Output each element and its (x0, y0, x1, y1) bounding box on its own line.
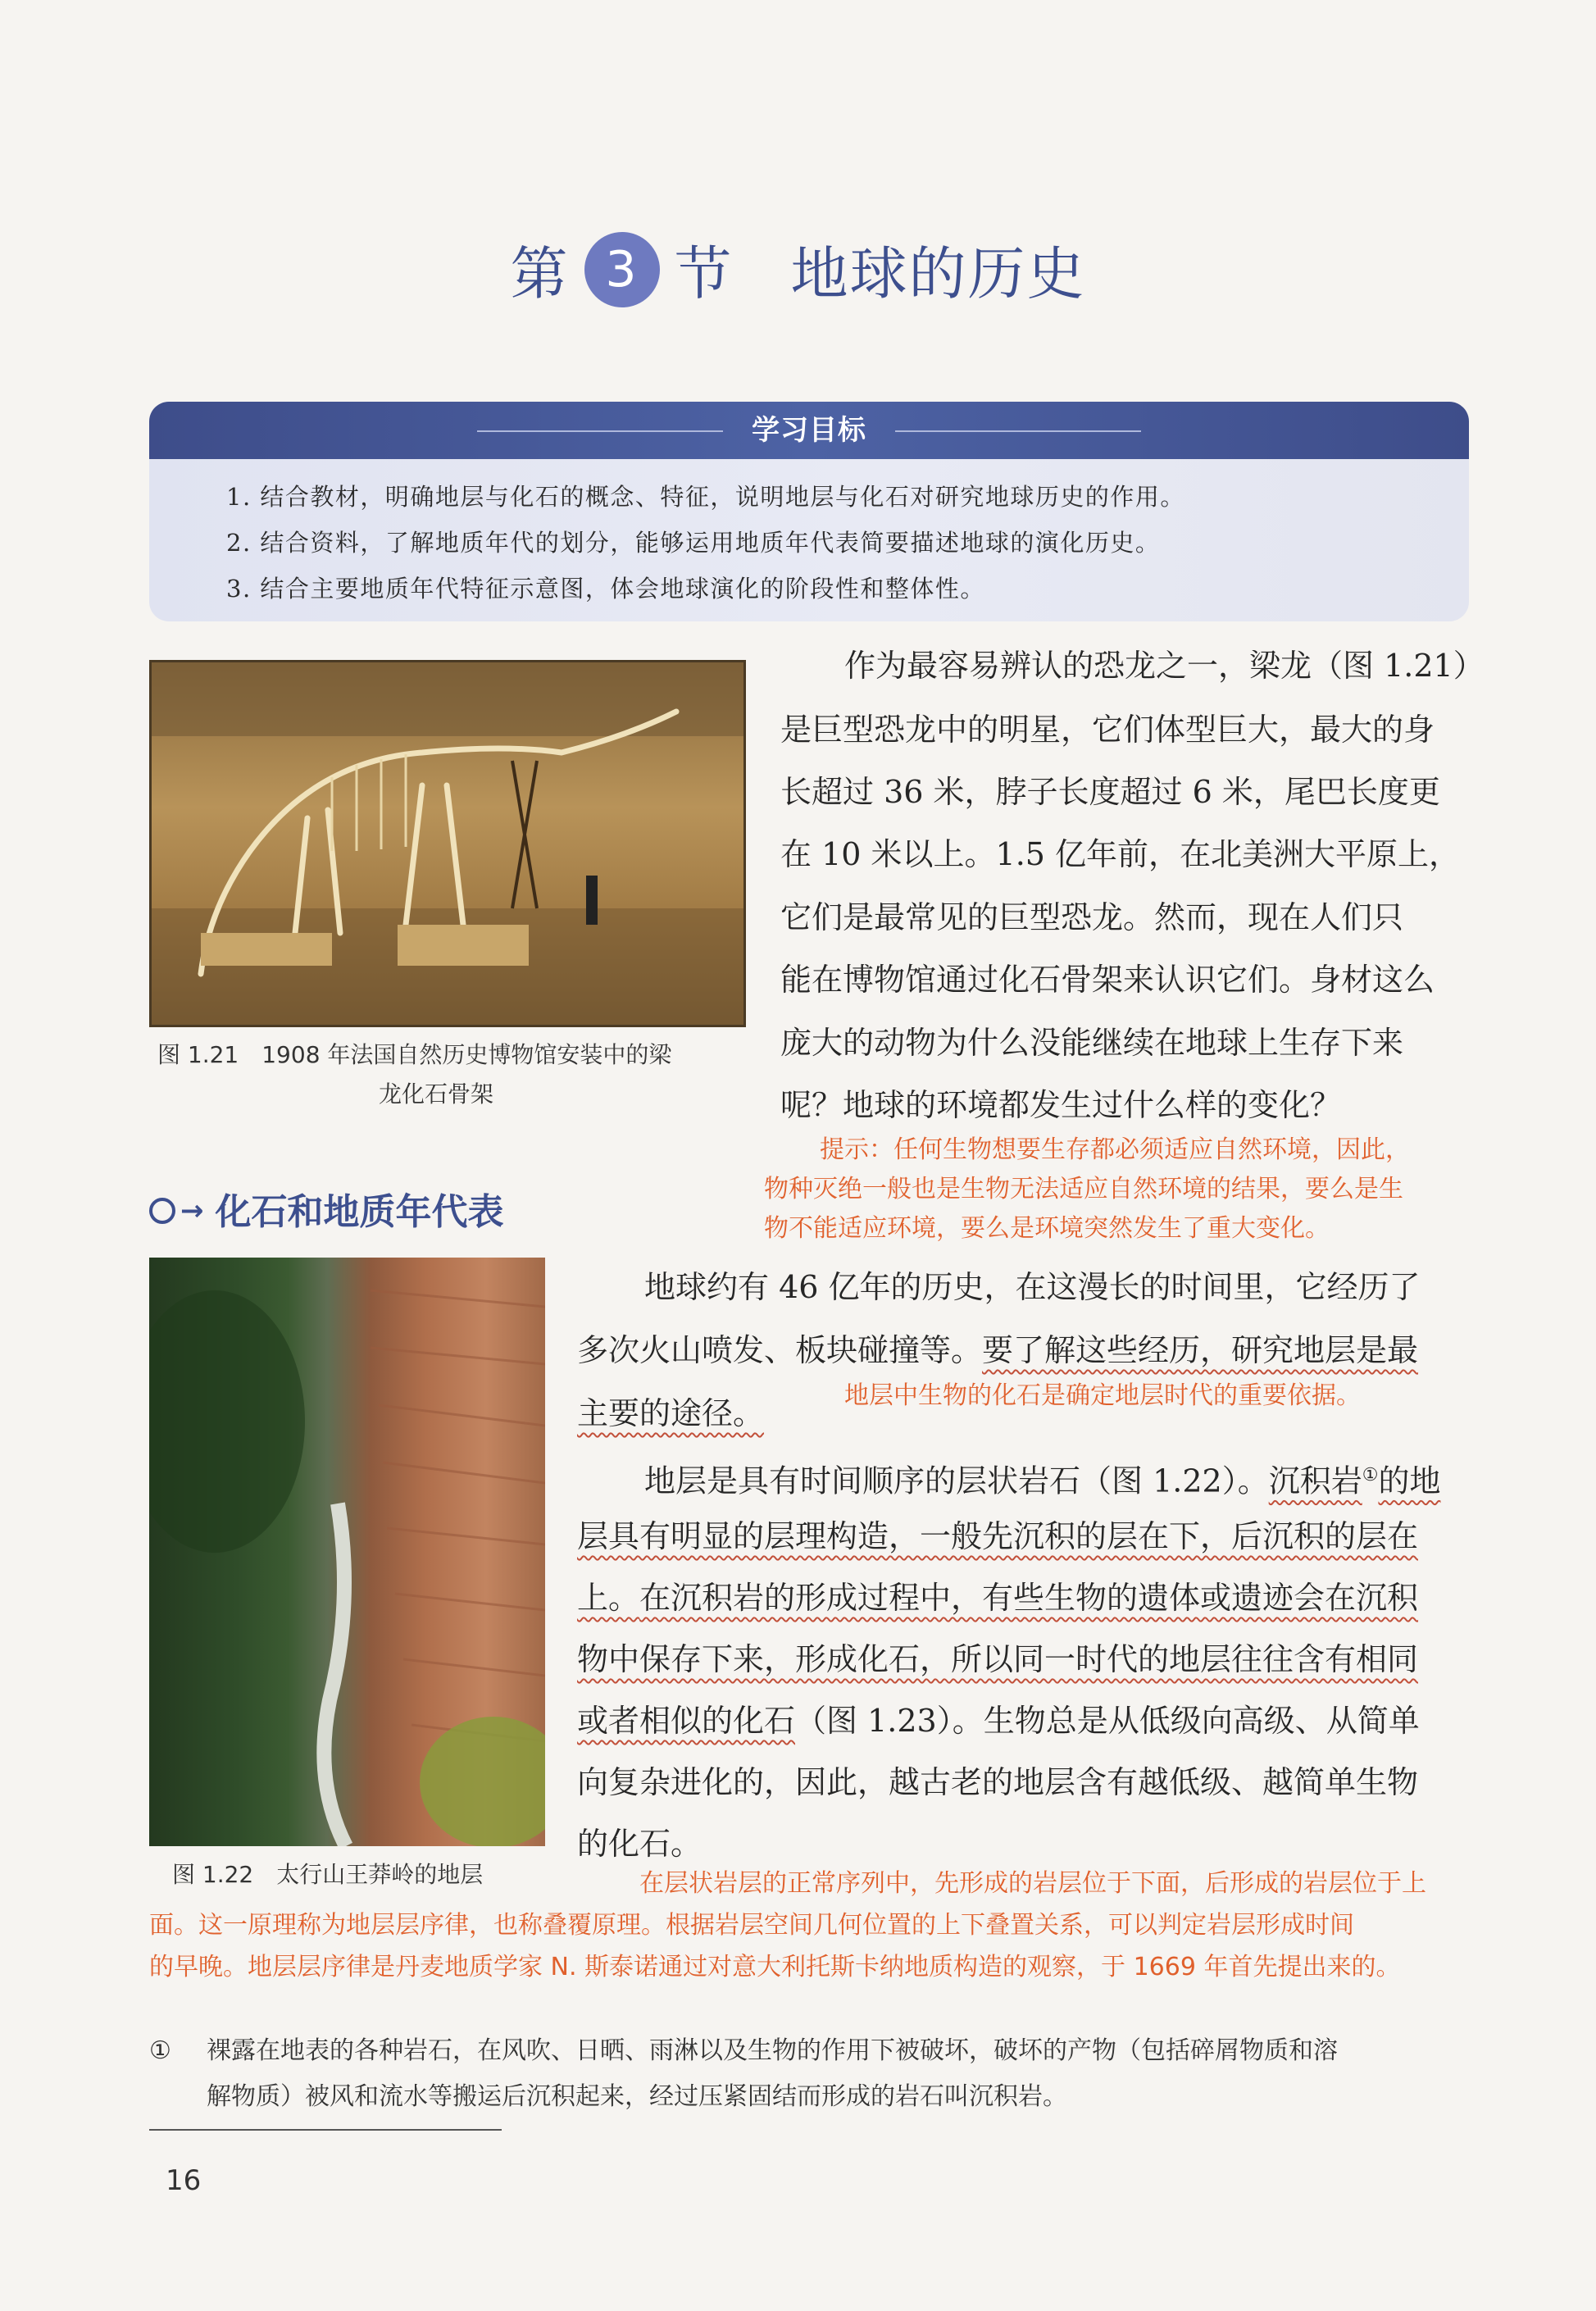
learning-objectives-box (149, 402, 1469, 621)
para2-line6: 向复杂进化的，因此，越古老的地层含有越低级、越简单生物 (577, 1764, 1419, 1800)
intro-line: 长超过 36 米，脖子长度超过 6 米，尾巴长度更 (780, 774, 1440, 810)
para2-emphasis: 上。 (577, 1580, 640, 1616)
para2-line3 (577, 1567, 1418, 1629)
intro-line: 作为最容易辨认的恐龙之一，梁龙（图 1.21） (844, 648, 1485, 684)
intro-line: 能在博物馆通过化石骨架来认识它们。身材这么 (780, 962, 1435, 998)
para2-text: （图 1.23）。生物总是从低级向高级、从简单 (795, 1703, 1420, 1739)
title-prefix: 第 (510, 240, 570, 307)
circle-arrow-icon (149, 1198, 175, 1224)
objectives-header (149, 402, 1469, 459)
para2-line4 (577, 1629, 1418, 1690)
para1-note: 地层中生物的化石是确定地层时代的重要依据。 (844, 1381, 1361, 1410)
footnote (149, 2028, 1469, 2120)
figure-1-21-caption-line2: 龙化石骨架 (379, 1080, 494, 1108)
para2-emphasis: 物中保存下来，形成化石，所以同一时代的地层往往含有相同 (577, 1641, 1419, 1677)
para1-emphasis: 要了解这些经历，研究地层是最 (982, 1332, 1419, 1368)
figure-1-22-caption: 图 1.22 太行山王莽岭的地层 (172, 1861, 484, 1888)
para2-line5 (577, 1690, 1420, 1752)
objectives-list (149, 459, 1469, 612)
intro-line: 它们是最常见的巨型恐龙。然而，现在人们只 (780, 899, 1404, 935)
para1-line3 (577, 1383, 764, 1444)
intro-line: 庞大的动物为什么没能继续在地球上生存下来 (780, 1025, 1404, 1061)
section-number-badge: 3 (584, 232, 660, 307)
taihang-mountain-strata-image (149, 1258, 545, 1846)
hint-line: 物不能适应环境，要么是环境突然发生了重大变化。 (764, 1214, 1330, 1243)
note2-line1: 在层状岩层的正常序列中，先形成的岩层位于下面，后形成的岩层位于上 (639, 1869, 1426, 1898)
footnote-line1 (149, 2028, 1469, 2074)
para1-emphasis: 主要的途径。 (577, 1395, 765, 1431)
page-number: 16 (166, 2164, 202, 2197)
footnote-mark: ① (149, 2036, 171, 2065)
footnote-ref: ① (1362, 1465, 1379, 1485)
para2-line1 (644, 1444, 1440, 1513)
footnote-text: 裸露在地表的各种岩石，在风吹、日晒、雨淋以及生物的作用下被破坏，破坏的产物（包括碎屑物质和溶 (207, 2036, 1338, 2065)
para2-emphasis: 的地 (1378, 1463, 1441, 1499)
para2-text: 地层是具有时间顺序的层状岩石（图 1.22）。 (644, 1463, 1269, 1499)
title-text: 地球的历史 (790, 240, 1086, 307)
para2-emphasis: 层具有明显的层理构造，一般先沉积的层在下，后沉积的层在 (577, 1518, 1419, 1554)
objective-item: 1. 结合教材，明确地层与化石的概念、特征，说明地层与化石对研究地球历史的作用。 (226, 483, 1185, 511)
para2-emphasis: 或者相似的化石 (577, 1703, 796, 1739)
para2-line2 (577, 1506, 1418, 1567)
intro-line: 呢？地球的环境都发生过什么样的变化？ (780, 1087, 1342, 1123)
note2-line3: 的早晚。地层层序律是丹麦地质学家 N. 斯泰诺通过对意大利托斯卡纳地质构造的观察，于 1669 年首先提出来的。 (149, 1953, 1401, 1981)
para1-line1: 地球约有 46 亿年的历史，在这漫长的时间里，它经历了 (644, 1269, 1421, 1305)
page-title (0, 228, 1596, 311)
intro-line: 是巨型恐龙中的明星，它们体型巨大，最大的身 (780, 712, 1435, 748)
arrow-icon: → (180, 1194, 204, 1227)
intro-line: 在 10 米以上。1.5 亿年前，在北美洲大平原上， (780, 836, 1461, 872)
para1-text: 多次火山喷发、板块碰撞等。 (577, 1332, 983, 1368)
section-title: 化石和地质年代表 (215, 1191, 504, 1233)
para2-line7: 的化石。 (577, 1826, 703, 1862)
footnote-divider (149, 2129, 502, 2131)
dinosaur-skeleton-image (149, 660, 746, 1027)
note2-line2: 面。这一原理称为地层层序律，也称叠覆原理。根据岩层空间几何位置的上下叠置关系，可以判定岩层形成时间 (149, 1911, 1354, 1940)
objective-item: 2. 结合资料，了解地质年代的划分，能够运用地质年代表简要描述地球的演化历史。 (226, 529, 1161, 557)
hint-line: 提示：任何生物想要生存都必须适应自然环境，因此， (820, 1135, 1410, 1164)
para2-emphasis: 在沉积岩的形成过程中，有些生物的遗体或遗迹会在沉积 (639, 1580, 1419, 1616)
sedimentary-rock-term: 沉积岩 (1268, 1463, 1362, 1499)
hint-line: 物种灭绝一般也是生物无法适应自然环境的结果，要么是生 (764, 1175, 1403, 1203)
objectives-label: 学习目标 (752, 414, 866, 447)
section-heading (149, 1182, 504, 1235)
footnote-line2: 解物质）被风和流水等搬运后沉积起来，经过压紧固结而形成的岩石叫沉积岩。 (207, 2082, 1067, 2111)
figure-1-21-caption-line1: 图 1.21 1908 年法国自然历史博物馆安装中的梁 (157, 1041, 672, 1068)
para1-line2 (577, 1320, 1418, 1381)
title-suffix: 节 (674, 240, 734, 307)
objective-item: 3. 结合主要地质年代特征示意图，体会地球演化的阶段性和整体性。 (226, 575, 985, 603)
